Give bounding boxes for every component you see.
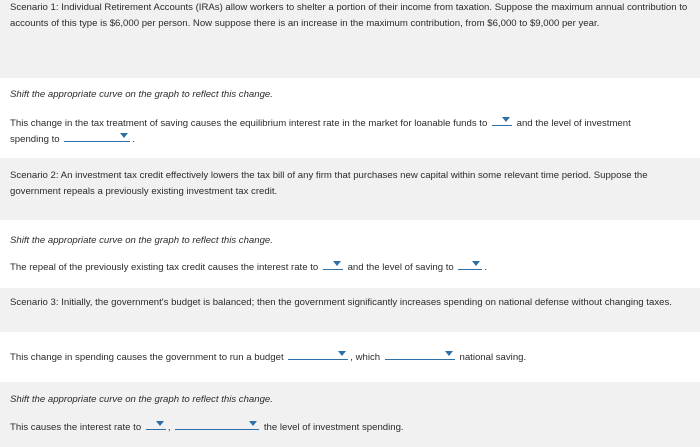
scenario1-q-text3: spending to	[10, 134, 60, 145]
scenario2-q-text3: .	[484, 262, 488, 273]
scenario2-interest-rate-dropdown[interactable]	[323, 259, 343, 270]
scenario3-q-text2: , which	[350, 352, 381, 363]
scenario3-q2-text3: the level of investment spending.	[263, 422, 404, 433]
scenario3-q2-text1: This causes the interest rate to	[10, 422, 142, 433]
chevron-down-icon	[249, 421, 257, 426]
scenario2-instruction: Shift the appropriate curve on the graph to reflect this change.	[10, 235, 273, 246]
scenario1-q-text4: .	[132, 134, 135, 145]
scenario3-intro: Scenario 3: Initially, the government's budget is balanced; then the government significantly increases spending on national defense without changing taxes.	[10, 297, 672, 308]
scenario1-interest-rate-dropdown[interactable]	[492, 115, 512, 126]
scenario3-interest-rate-dropdown[interactable]	[146, 419, 166, 430]
chevron-down-icon	[333, 261, 341, 266]
scenario2-intro: Scenario 2: An investment tax credit effectively lowers the tax bill of any firm that purchases new capital within some relevant time period. Suppose the government repeals a previously existing investment tax credit.	[10, 170, 648, 197]
scenario2-question-line	[10, 259, 487, 276]
scenario1-question-line2	[10, 131, 135, 148]
chevron-down-icon	[156, 421, 164, 426]
scenario3-instruction: Shift the appropriate curve on the graph to reflect this change.	[10, 394, 273, 405]
scenario1-question-line1	[10, 115, 631, 132]
scenario2-saving-dropdown[interactable]	[458, 259, 482, 270]
chevron-down-icon	[502, 117, 510, 122]
scenario3-national-saving-dropdown[interactable]	[385, 349, 455, 360]
scenario1-q-text2: and the level of investment	[516, 118, 631, 129]
scenario3-investment-dropdown[interactable]	[175, 419, 259, 430]
scenario3-q-text1: This change in spending causes the government to run a budget	[10, 352, 284, 363]
scenario2-question-panel	[0, 220, 700, 288]
chevron-down-icon	[338, 351, 346, 356]
scenario1-investment-dropdown[interactable]	[64, 131, 130, 142]
chevron-down-icon	[120, 133, 128, 138]
scenario2-q-text1: The repeal of the previously existing tax credit causes the interest rate to	[10, 262, 319, 273]
scenario3-budget-dropdown[interactable]	[288, 349, 348, 360]
chevron-down-icon	[445, 351, 453, 356]
scenario3-q2-text2: ,	[167, 422, 171, 433]
scenario1-intro: Scenario 1: Individual Retirement Accounts (IRAs) allow workers to shelter a portion of their income from taxation. Suppose the maximum annual contribution to accounts of this type is $6,000 per person. Now suppose there is an increase in the maximum contribution, from $6,000 to $9,000 per year.	[10, 2, 688, 29]
scenario3-question-line2	[10, 419, 404, 436]
scenario2-q-text2: and the level of saving to	[347, 262, 454, 273]
scenario3-q-text3: national saving.	[459, 352, 527, 363]
scenario1-q-text1: This change in the tax treatment of saving causes the equilibrium interest rate in the market for loanable funds to	[10, 118, 488, 129]
scenario1-instruction: Shift the appropriate curve on the graph to reflect this change.	[10, 89, 273, 100]
scenario3-question-line1	[10, 349, 526, 366]
chevron-down-icon	[472, 261, 480, 266]
